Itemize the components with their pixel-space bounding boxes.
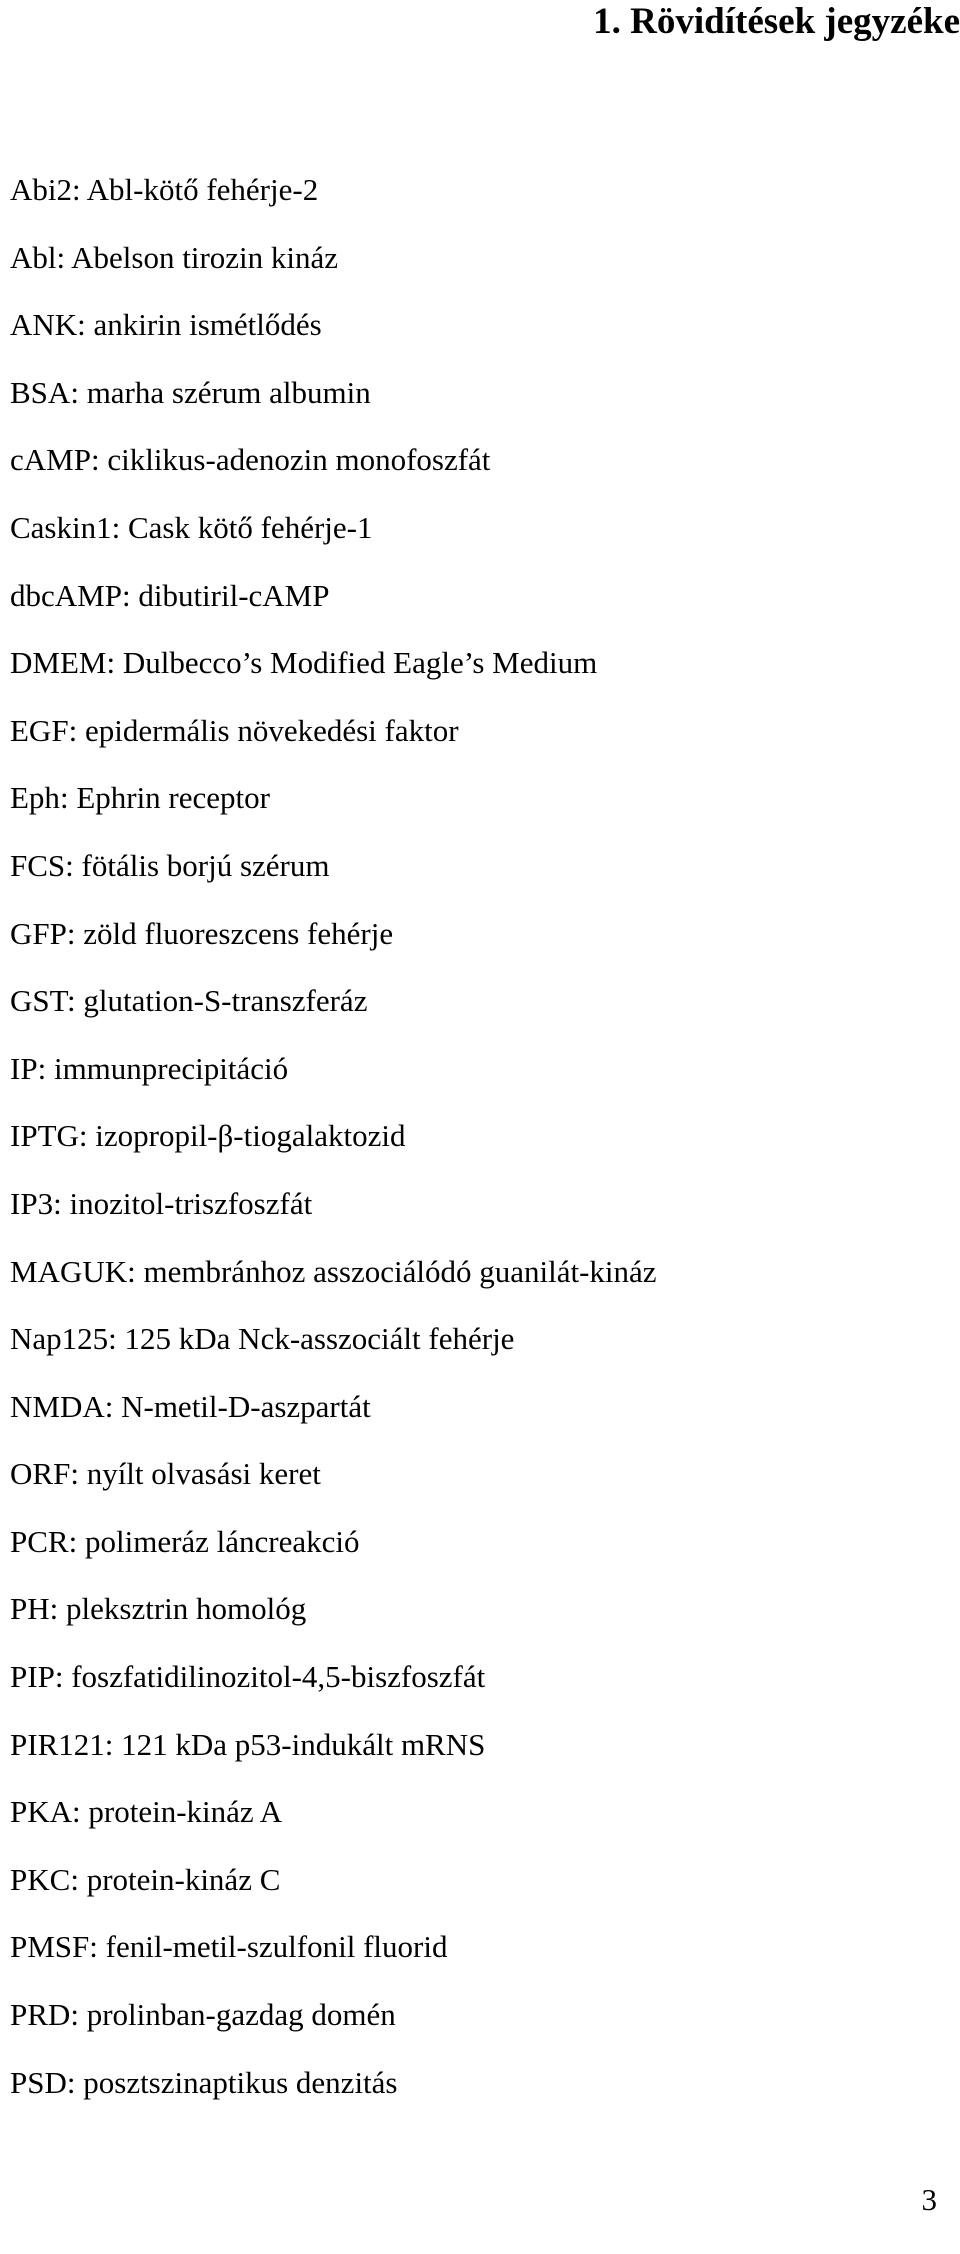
abbreviation-entry xyxy=(10,1387,657,1455)
abbreviation-definition: Dulbecco’s Modified Eagle’s Medium xyxy=(122,645,598,681)
abbreviation-separator: : xyxy=(56,239,72,275)
abbreviation-separator: : xyxy=(108,1321,125,1357)
abbreviation-entry xyxy=(10,643,657,711)
abbreviation-separator: : xyxy=(70,374,87,410)
abbreviation-entry xyxy=(10,1792,657,1860)
abbreviation-entry xyxy=(10,846,657,914)
abbreviation-definition: immunprecipitáció xyxy=(53,1050,289,1086)
abbreviation-entry xyxy=(10,1860,657,1928)
abbreviation-definition: fötális borjú szérum xyxy=(81,847,330,883)
abbreviation-separator: : xyxy=(70,1861,87,1897)
abbreviation-term: PSD xyxy=(10,2064,67,2100)
abbreviation-definition: marha szérum albumin xyxy=(86,374,371,410)
abbreviation-definition: inozitol-triszfoszfát xyxy=(69,1185,313,1221)
abbreviation-term: IP xyxy=(10,1050,38,1086)
abbreviation-term: PIR121 xyxy=(10,1726,105,1762)
abbreviation-separator: : xyxy=(77,307,94,343)
abbreviation-entry xyxy=(10,1589,657,1657)
abbreviation-list xyxy=(10,170,657,2130)
abbreviation-term: MAGUK xyxy=(10,1253,128,1289)
abbreviation-separator: : xyxy=(111,509,128,545)
abbreviation-term: cAMP xyxy=(10,442,91,478)
abbreviation-separator: : xyxy=(70,1456,87,1492)
abbreviation-entry xyxy=(10,1657,657,1725)
abbreviation-separator: : xyxy=(66,915,84,951)
abbreviation-definition: ciklikus-adenozin monofoszfát xyxy=(107,442,491,478)
abbreviation-entry xyxy=(10,1454,657,1522)
abbreviation-entry xyxy=(10,1725,657,1793)
abbreviation-definition: ankirin ismétlődés xyxy=(93,307,322,343)
abbreviation-entry xyxy=(10,508,657,576)
abbreviation-entry xyxy=(10,1116,657,1184)
abbreviation-separator: : xyxy=(68,1523,85,1559)
abbreviation-definition: 121 kDa p53-indukált mRNS xyxy=(121,1726,486,1762)
abbreviation-definition: dibutiril-cAMP xyxy=(138,577,330,613)
abbreviation-definition: nyílt olvasási keret xyxy=(86,1456,321,1492)
abbreviation-entry xyxy=(10,1319,657,1387)
abbreviation-separator: : xyxy=(65,847,82,883)
abbreviation-term: FCS xyxy=(10,847,66,883)
abbreviation-entry xyxy=(10,914,657,982)
abbreviation-definition: epidermális növekedési faktor xyxy=(84,712,459,748)
abbreviation-separator: : xyxy=(59,780,77,816)
abbreviation-term: PH xyxy=(10,1591,50,1627)
page-number: 3 xyxy=(921,2182,937,2217)
abbreviation-definition: 125 kDa Nck-asszociált fehérje xyxy=(124,1321,515,1357)
abbreviation-definition: foszfatidilinozitol-4,5-biszfoszfát xyxy=(71,1659,486,1695)
abbreviation-term: IPTG xyxy=(10,1118,79,1154)
abbreviation-term: ORF xyxy=(10,1456,71,1492)
abbreviation-term: DMEM xyxy=(10,645,107,681)
abbreviation-definition: protein-kináz C xyxy=(86,1861,281,1897)
abbreviation-definition: Abelson tirozin kináz xyxy=(71,239,339,275)
abbreviation-entry xyxy=(10,1522,657,1590)
abbreviation-separator: : xyxy=(90,442,108,478)
abbreviation-term: Abi2 xyxy=(10,172,72,207)
abbreviation-definition: protein-kináz A xyxy=(88,1794,283,1830)
abbreviation-entry xyxy=(10,373,657,441)
abbreviation-separator: : xyxy=(68,712,85,748)
abbreviation-entry xyxy=(10,1252,657,1320)
abbreviation-term: PKC xyxy=(10,1861,71,1897)
abbreviation-term: ANK xyxy=(10,307,78,343)
abbreviation-entry xyxy=(10,778,657,846)
abbreviation-separator: : xyxy=(67,983,84,1019)
abbreviation-entry xyxy=(10,440,657,508)
abbreviation-definition: fenil-metil-szulfonil fluorid xyxy=(105,1929,448,1965)
abbreviation-separator: : xyxy=(70,1997,87,2033)
abbreviation-term: IP3 xyxy=(10,1185,54,1221)
abbreviation-definition: membránhoz asszociálódó guanilát-kináz xyxy=(143,1253,657,1289)
abbreviation-separator: : xyxy=(72,1794,89,1830)
abbreviation-separator: : xyxy=(49,1591,67,1627)
abbreviation-term: Abl xyxy=(10,239,57,275)
abbreviation-entry xyxy=(10,981,657,1049)
abbreviation-separator: : xyxy=(127,1253,144,1289)
abbreviation-definition: N-metil-D-aszpartát xyxy=(121,1388,371,1424)
abbreviation-term: EGF xyxy=(10,712,69,748)
abbreviation-term: Caskin1 xyxy=(10,509,112,545)
abbreviation-entry xyxy=(10,711,657,779)
abbreviation-entry xyxy=(10,238,657,306)
page-title: 1. Rövidítések jegyzéke xyxy=(593,1,960,42)
abbreviation-entry xyxy=(10,170,657,238)
abbreviation-entry xyxy=(10,1184,657,1252)
abbreviation-separator: : xyxy=(37,1050,54,1086)
abbreviation-entry xyxy=(10,2063,657,2131)
abbreviation-definition: pleksztrin homológ xyxy=(66,1591,307,1627)
abbreviation-term: dbcAMP xyxy=(10,577,122,613)
abbreviation-term: PCR xyxy=(10,1523,69,1559)
abbreviation-term: GST xyxy=(10,983,68,1019)
abbreviation-term: GFP xyxy=(10,915,67,951)
abbreviation-term: PIP xyxy=(10,1659,55,1695)
abbreviation-separator: : xyxy=(66,2064,84,2100)
abbreviation-definition: Cask kötő fehérje-1 xyxy=(128,509,373,545)
abbreviation-separator: : xyxy=(104,1388,122,1424)
abbreviation-definition: posztszinaptikus denzitás xyxy=(83,2064,398,2100)
abbreviation-separator: : xyxy=(104,1726,122,1762)
abbreviation-separator: : xyxy=(53,1185,70,1221)
abbreviation-entry xyxy=(10,1049,657,1117)
abbreviation-definition: glutation-S-transzferáz xyxy=(83,983,368,1019)
abbreviation-definition: zöld fluoreszcens fehérje xyxy=(83,915,394,951)
abbreviation-entry xyxy=(10,1927,657,1995)
abbreviation-definition: Ephrin receptor xyxy=(76,780,270,816)
abbreviation-separator: : xyxy=(78,1118,96,1154)
abbreviation-separator: : xyxy=(89,1929,106,1965)
abbreviation-definition: Abl-kötő fehérje-2 xyxy=(86,172,319,207)
abbreviation-term: Nap125 xyxy=(10,1321,109,1357)
abbreviation-term: NMDA xyxy=(10,1388,105,1424)
abbreviation-term: BSA xyxy=(10,374,71,410)
abbreviation-separator: : xyxy=(72,172,87,207)
abbreviation-term: Eph xyxy=(10,780,60,816)
abbreviation-separator: : xyxy=(121,577,139,613)
abbreviation-definition: izopropil-β-tiogalaktozid xyxy=(95,1118,406,1154)
abbreviation-term: PKA xyxy=(10,1794,73,1830)
abbreviation-entry xyxy=(10,305,657,373)
abbreviation-separator: : xyxy=(106,645,123,681)
abbreviation-definition: polimeráz láncreakció xyxy=(84,1523,360,1559)
abbreviation-separator: : xyxy=(54,1659,72,1695)
abbreviation-term: PRD xyxy=(10,1997,71,2033)
abbreviation-term: PMSF xyxy=(10,1929,90,1965)
abbreviation-entry xyxy=(10,1995,657,2063)
abbreviation-definition: prolinban-gazdag domén xyxy=(86,1997,396,2033)
abbreviation-entry xyxy=(10,576,657,644)
